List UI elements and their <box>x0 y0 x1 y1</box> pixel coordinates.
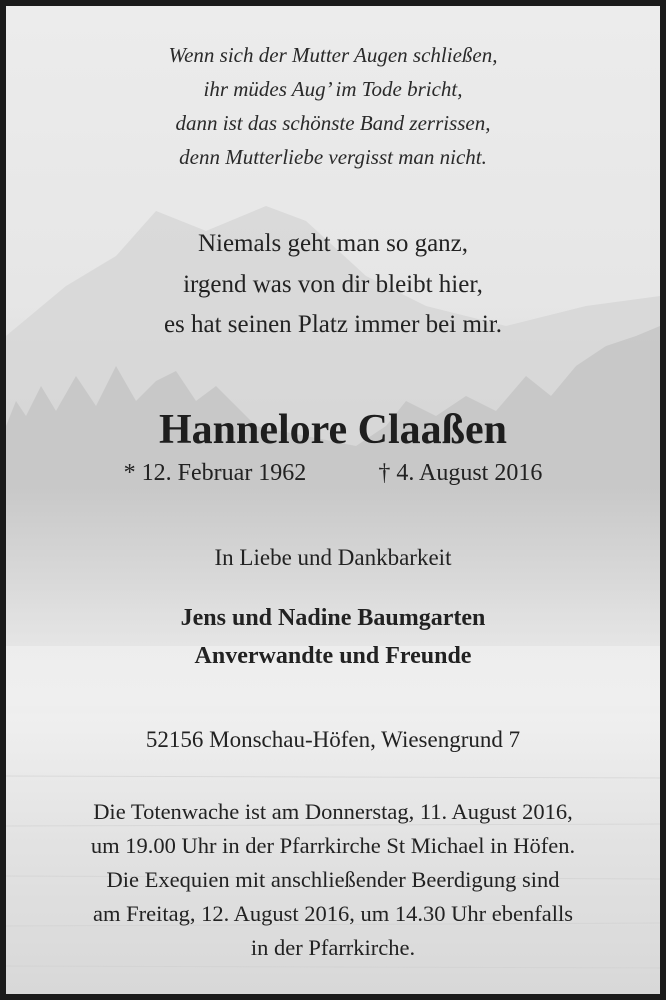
obituary-notice <box>6 6 660 994</box>
service-info-line: in der Pfarrkirche. <box>250 935 416 960</box>
mourner-line: Jens und Nadine Baumgarten <box>180 605 486 631</box>
address: 52156 Monschau-Höfen, Wiesengrund 7 <box>145 727 521 752</box>
birth-date: * 12. Februar 1962 <box>123 460 307 486</box>
service-info-line: Die Totenwache ist am Donnerstag, 11. August 2016, <box>93 799 573 824</box>
poem-line: denn Mutterliebe vergisst man nicht. <box>179 145 487 169</box>
life-dates <box>6 456 660 490</box>
service-info-line: am Freitag, 12. August 2016, um 14.30 Uhr ebenfalls <box>93 901 573 926</box>
mourner-line: Anverwandte und Freunde <box>194 643 472 669</box>
deceased-name: Hannelore Claaßen <box>158 407 508 453</box>
service-info-line: um 19.00 Uhr in der Pfarrkirche St Michael in Höfen. <box>90 833 576 858</box>
verse-line: irgend was von dir bleibt hier, <box>183 271 483 298</box>
verse-line: es hat seinen Platz immer bei mir. <box>163 311 503 338</box>
service-info-line: Die Exequien mit anschließender Beerdigung sind <box>106 867 560 892</box>
death-date: † 4. August 2016 <box>378 460 543 486</box>
poem-line: Wenn sich der Mutter Augen schließen, <box>168 43 498 67</box>
dedication: In Liebe und Dankbarkeit <box>214 545 452 570</box>
verse-line: Niemals geht man so ganz, <box>197 230 469 257</box>
poem-line: ihr müdes Aug’ im Tode bricht, <box>203 77 463 101</box>
poem-line: dann ist das schönste Band zerrissen, <box>175 111 491 135</box>
